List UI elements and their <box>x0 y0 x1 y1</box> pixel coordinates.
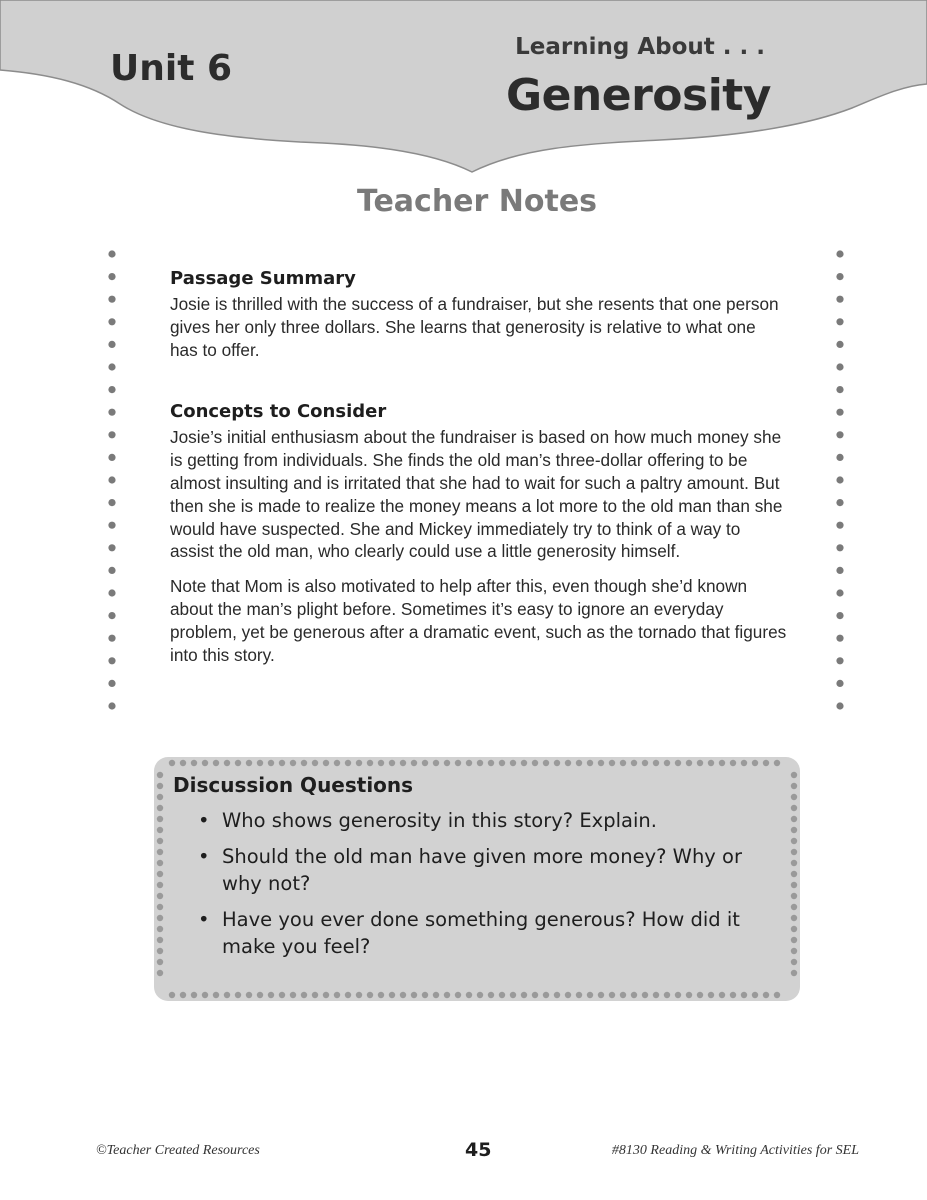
border-dot <box>836 612 843 619</box>
border-dot <box>157 827 163 833</box>
border-dot <box>609 760 615 766</box>
border-dot <box>157 871 163 877</box>
border-dot <box>108 635 115 642</box>
header-banner <box>0 0 927 180</box>
border-dot <box>433 992 439 998</box>
border-dot <box>708 760 714 766</box>
footer-copyright: ©Teacher Created Resources <box>96 1143 260 1158</box>
discussion-question: • Should the old man have given more money? Why or why not? <box>198 843 764 897</box>
border-dot <box>488 760 494 766</box>
border-dot <box>334 992 340 998</box>
border-dot <box>356 760 362 766</box>
border-dot <box>157 926 163 932</box>
border-dot <box>791 937 797 943</box>
border-dot <box>444 760 450 766</box>
border-dot <box>108 476 115 483</box>
border-dot <box>488 992 494 998</box>
border-dot <box>664 992 670 998</box>
passage-summary-heading: Passage Summary <box>170 268 356 289</box>
border-dot <box>730 760 736 766</box>
border-dot <box>543 760 549 766</box>
border-dot <box>108 386 115 393</box>
border-dot <box>836 296 843 303</box>
border-dot <box>312 760 318 766</box>
border-dot <box>108 612 115 619</box>
border-dot <box>774 992 780 998</box>
border-dot <box>620 760 626 766</box>
border-dot <box>836 702 843 709</box>
border-dot <box>157 882 163 888</box>
concepts-paragraph: Josie’s initial enthusiasm about the fundraiser is based on how much money she is getting from individuals. She finds the old man’s three-dollar offering to be almost insulting and is irritated that she had to wait for such a paltry amount. But then she is made to realize the money means a lot more to the old man than she would have suspected. She and Mickey immediately try to think of a way to assist the old man, who clearly could use a little generosity himself. <box>170 427 783 562</box>
border-dot <box>411 992 417 998</box>
border-dot <box>653 992 659 998</box>
border-dot <box>400 992 406 998</box>
border-dot <box>389 760 395 766</box>
discussion-question: • Who shows generosity in this story? Explain. <box>198 807 764 834</box>
border-dot <box>334 760 340 766</box>
border-dot <box>836 544 843 551</box>
border-dot <box>791 816 797 822</box>
border-dot <box>157 805 163 811</box>
border-dot <box>345 760 351 766</box>
border-dot <box>791 970 797 976</box>
border-dot <box>257 992 263 998</box>
border-dot <box>191 760 197 766</box>
border-dot <box>213 992 219 998</box>
border-dot <box>157 915 163 921</box>
border-dot <box>791 805 797 811</box>
border-dot <box>108 250 115 257</box>
border-dot <box>157 937 163 943</box>
border-dot <box>411 760 417 766</box>
border-dot <box>433 760 439 766</box>
border-dot <box>466 760 472 766</box>
border-dot <box>157 904 163 910</box>
border-dot <box>235 992 241 998</box>
border-dot <box>836 341 843 348</box>
border-dot <box>791 959 797 965</box>
border-dot <box>444 992 450 998</box>
border-dot <box>554 992 560 998</box>
border-dot <box>791 827 797 833</box>
header-kicker: Learning About . . . <box>515 34 765 60</box>
border-dot <box>836 363 843 370</box>
border-dot <box>510 992 516 998</box>
border-dot <box>576 760 582 766</box>
border-dot <box>791 926 797 932</box>
border-dot <box>466 992 472 998</box>
border-dot <box>620 992 626 998</box>
discussion-question-list <box>198 807 764 969</box>
border-dot <box>836 273 843 280</box>
border-dot <box>791 882 797 888</box>
teacher-notes <box>170 268 788 666</box>
border-dot <box>836 386 843 393</box>
border-dot <box>836 454 843 461</box>
border-dot <box>246 992 252 998</box>
border-dot <box>791 904 797 910</box>
discussion-question: • Have you ever done something generous? How did it make you feel? <box>198 906 764 960</box>
discussion-heading: Discussion Questions <box>173 773 414 797</box>
border-dot <box>763 992 769 998</box>
border-dot <box>587 992 593 998</box>
border-dot <box>367 760 373 766</box>
border-dot <box>554 760 560 766</box>
border-dot <box>108 273 115 280</box>
border-dot <box>774 760 780 766</box>
border-dot <box>400 760 406 766</box>
border-dot <box>224 760 230 766</box>
passage-summary-text: Josie is thrilled with the success of a fundraiser, but she resents that one person gives her only three dollars. She learns that generosity is relative to what one has to offer. <box>170 294 779 360</box>
border-dot <box>108 702 115 709</box>
border-dot <box>565 760 571 766</box>
border-dot <box>477 992 483 998</box>
border-dot <box>157 838 163 844</box>
border-dot <box>510 760 516 766</box>
border-dot <box>836 522 843 529</box>
border-dot <box>499 992 505 998</box>
border-dot <box>108 589 115 596</box>
border-dot <box>235 760 241 766</box>
border-dot <box>587 760 593 766</box>
border-dot <box>836 476 843 483</box>
border-dot <box>108 454 115 461</box>
footer-book-title: #8130 Reading & Writing Activities for SEL <box>611 1143 859 1158</box>
border-dot <box>730 992 736 998</box>
border-dot <box>791 915 797 921</box>
border-dot <box>836 657 843 664</box>
border-dot <box>257 760 263 766</box>
border-dot <box>521 760 527 766</box>
border-dot <box>157 959 163 965</box>
border-dot <box>708 992 714 998</box>
border-dot <box>763 760 769 766</box>
border-dot <box>279 760 285 766</box>
border-dot <box>213 760 219 766</box>
border-dot <box>157 772 163 778</box>
border-dot <box>157 893 163 899</box>
border-dot <box>108 567 115 574</box>
border-dot <box>791 849 797 855</box>
border-dot <box>477 760 483 766</box>
border-dot <box>836 250 843 257</box>
border-dot <box>675 760 681 766</box>
border-dot <box>180 992 186 998</box>
border-dot <box>532 992 538 998</box>
border-dot <box>108 296 115 303</box>
border-dot <box>836 635 843 642</box>
border-dot <box>752 992 758 998</box>
border-dot <box>598 992 604 998</box>
page-number: 45 <box>465 1139 492 1161</box>
border-dot <box>791 948 797 954</box>
border-dot <box>202 992 208 998</box>
border-dot <box>108 363 115 370</box>
discussion-box <box>154 757 800 1001</box>
border-dot <box>686 992 692 998</box>
border-dot <box>631 992 637 998</box>
border-dot <box>791 871 797 877</box>
border-dot <box>246 760 252 766</box>
border-dot <box>108 522 115 529</box>
border-dot <box>836 589 843 596</box>
border-dot <box>422 760 428 766</box>
border-dot <box>543 992 549 998</box>
border-dot <box>836 680 843 687</box>
border-dot <box>631 760 637 766</box>
border-dot <box>741 992 747 998</box>
border-dot <box>697 992 703 998</box>
border-dot <box>356 992 362 998</box>
border-dot <box>697 760 703 766</box>
border-dot <box>290 992 296 998</box>
concepts-paragraph: Note that Mom is also motivated to help after this, even though she’d known about the man’s plight before. Sometimes it’s easy to ignore an everyday problem, yet be generous after a dramatic event, such as the tornado that figures into this story. <box>170 576 787 665</box>
border-dot <box>686 760 692 766</box>
border-dot <box>791 783 797 789</box>
border-dot <box>378 992 384 998</box>
border-dot <box>108 499 115 506</box>
header-topic: Generosity <box>505 70 771 121</box>
border-dot <box>108 680 115 687</box>
border-dot <box>664 760 670 766</box>
border-dot <box>836 409 843 416</box>
border-dot <box>642 760 648 766</box>
border-dot <box>675 992 681 998</box>
border-dot <box>653 760 659 766</box>
border-dot <box>565 992 571 998</box>
border-dot <box>157 948 163 954</box>
border-dot <box>836 431 843 438</box>
border-dot <box>157 816 163 822</box>
border-dot <box>499 760 505 766</box>
border-dot <box>455 992 461 998</box>
border-dot <box>202 760 208 766</box>
border-dot <box>741 760 747 766</box>
border-dot <box>422 992 428 998</box>
border-dot <box>532 760 538 766</box>
border-dot <box>268 992 274 998</box>
border-dot <box>108 409 115 416</box>
concepts-heading: Concepts to Consider <box>170 401 387 423</box>
border-dot <box>180 760 186 766</box>
border-dot <box>367 992 373 998</box>
border-dot <box>312 992 318 998</box>
border-dot <box>836 499 843 506</box>
border-dot <box>609 992 615 998</box>
border-dot <box>108 341 115 348</box>
border-dot <box>378 760 384 766</box>
border-dot <box>157 849 163 855</box>
border-dot <box>323 992 329 998</box>
border-dot <box>157 783 163 789</box>
border-dot <box>345 992 351 998</box>
border-dot <box>108 431 115 438</box>
border-dot <box>791 893 797 899</box>
border-dot <box>301 992 307 998</box>
border-dot <box>791 860 797 866</box>
right-dot-border <box>834 246 846 720</box>
border-dot <box>752 760 758 766</box>
border-dot <box>157 970 163 976</box>
border-dot <box>157 794 163 800</box>
border-dot <box>157 860 163 866</box>
border-dot <box>301 760 307 766</box>
border-dot <box>836 318 843 325</box>
unit-label: Unit 6 <box>110 48 232 89</box>
border-dot <box>108 544 115 551</box>
border-dot <box>521 992 527 998</box>
border-dot <box>169 760 175 766</box>
border-dot <box>279 992 285 998</box>
border-dot <box>791 772 797 778</box>
border-dot <box>642 992 648 998</box>
border-dot <box>389 992 395 998</box>
border-dot <box>598 760 604 766</box>
border-dot <box>108 657 115 664</box>
left-dot-border <box>106 246 118 720</box>
border-dot <box>290 760 296 766</box>
border-dot <box>576 992 582 998</box>
border-dot <box>323 760 329 766</box>
border-dot <box>169 992 175 998</box>
border-dot <box>191 992 197 998</box>
page-title: Teacher Notes <box>356 184 598 219</box>
border-dot <box>791 838 797 844</box>
border-dot <box>108 318 115 325</box>
border-dot <box>719 760 725 766</box>
border-dot <box>719 992 725 998</box>
border-dot <box>224 992 230 998</box>
border-dot <box>268 760 274 766</box>
border-dot <box>455 760 461 766</box>
border-dot <box>791 794 797 800</box>
border-dot <box>836 567 843 574</box>
